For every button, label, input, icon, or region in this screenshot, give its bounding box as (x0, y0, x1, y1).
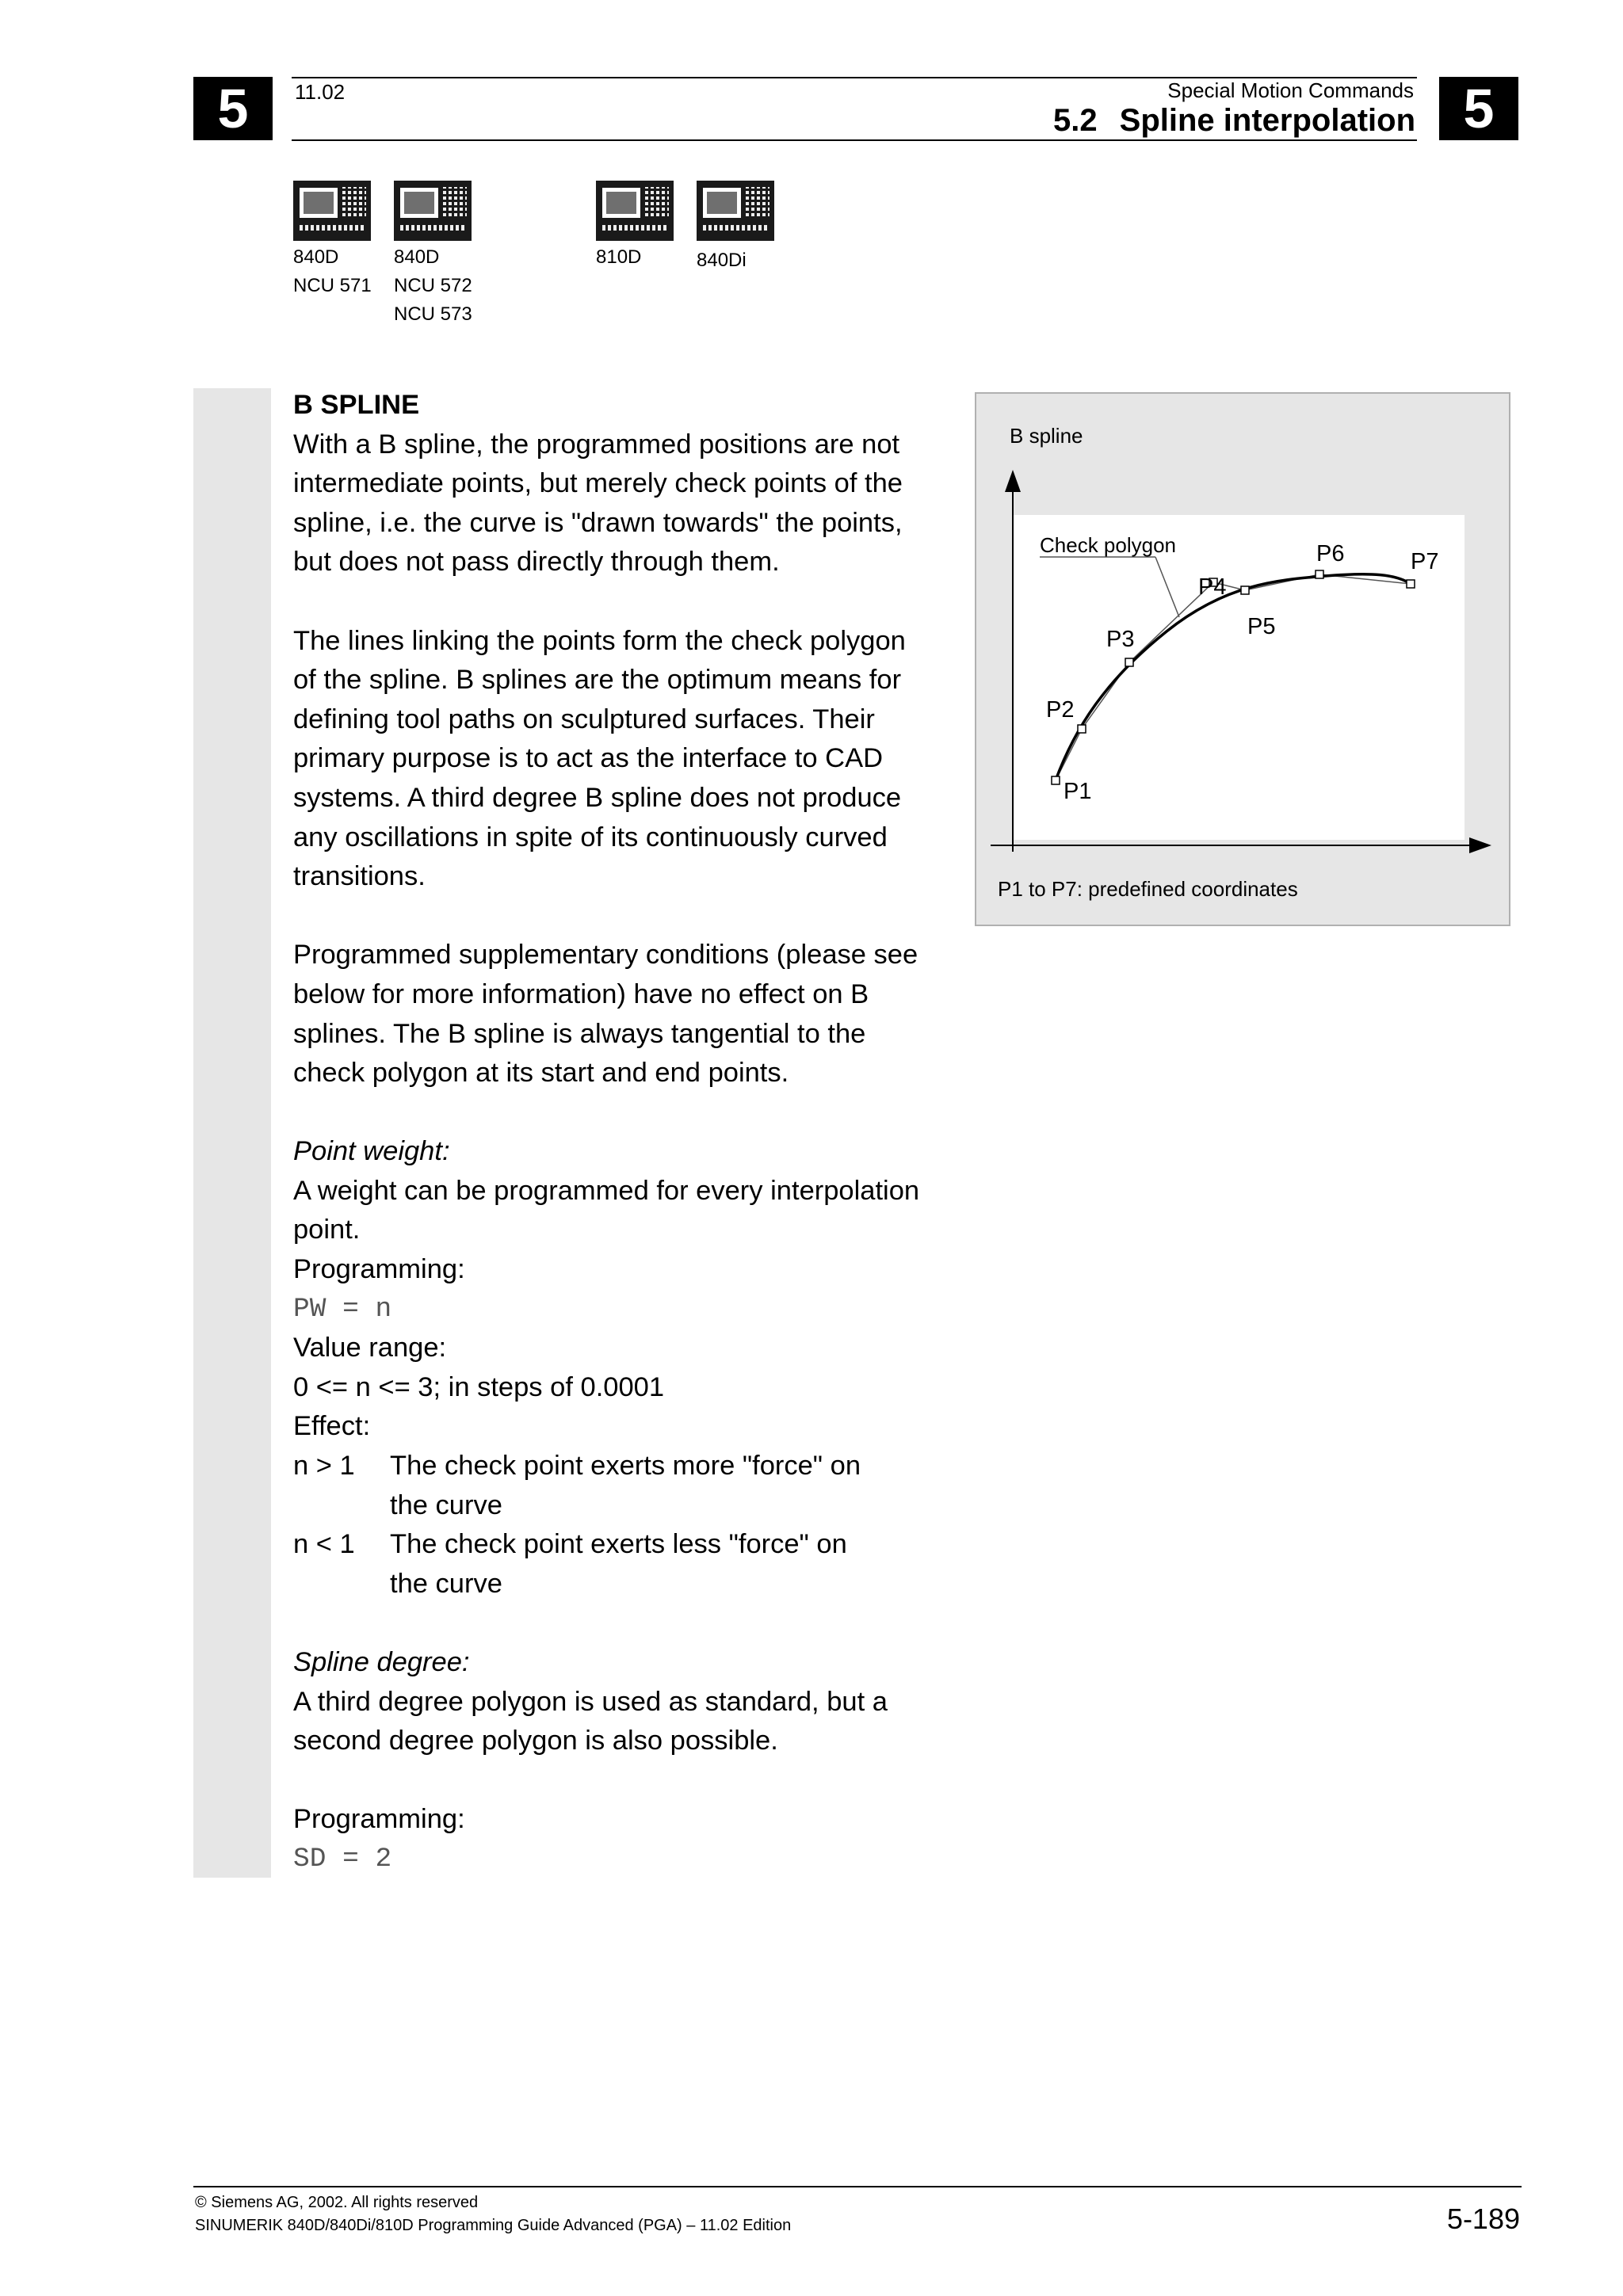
text-line: check polygon at its start and end points. (293, 1058, 789, 1089)
point-label-p4: P4 (1198, 574, 1227, 600)
text-line: Programmed supplementary conditions (please see (293, 940, 918, 971)
text-line: but does not pass directly through them. (293, 547, 780, 578)
text-line: splines. The B spline is always tangential to the (293, 1018, 866, 1049)
text-line: With a B spline, the programmed positions are not (293, 429, 900, 460)
margin-bar (193, 388, 271, 1878)
text-line: defining tool paths on sculptured surfaces. Their (293, 704, 875, 734)
controller-icon (293, 181, 371, 241)
point-weight-heading: Point weight: (293, 1136, 450, 1167)
code-pw: PW = n (293, 1293, 392, 1325)
controller-label-840d-ncu572: 840D NCU 572 NCU 573 (394, 246, 472, 325)
chapter-badge-left: 5 (193, 77, 273, 140)
header-rule-bottom (292, 139, 1417, 141)
controller-label-810d: 810D (596, 246, 642, 268)
footer-copyright: © Siemens AG, 2002. All rights reserved (195, 2194, 479, 2211)
text-line: spline, i.e. the curve is "drawn towards" the points, (293, 507, 903, 538)
control-point-p7 (1407, 580, 1415, 588)
point-label-p7: P7 (1411, 549, 1439, 574)
point-label-p1: P1 (1064, 779, 1092, 804)
control-point-p1 (1052, 776, 1060, 784)
code-sd: SD = 2 (293, 1843, 392, 1875)
controller-icon (596, 181, 674, 241)
point-label-p3: P3 (1106, 627, 1135, 652)
b-spline-diagram (976, 394, 1512, 928)
value-range: 0 <= n <= 3; in steps of 0.0001 (293, 1371, 665, 1402)
title-text: Spline interpolation (1119, 103, 1415, 138)
b-spline-curve (1056, 574, 1411, 780)
footer-rule (193, 2186, 1522, 2187)
effect-text: the curve (390, 1489, 502, 1520)
effect-text: the curve (390, 1568, 502, 1599)
check-polygon (1056, 574, 1411, 780)
point-label-p5: P5 (1247, 614, 1276, 639)
effect-row (293, 1525, 943, 1565)
spline-degree-heading: Spline degree: (293, 1647, 470, 1677)
control-point-p2 (1078, 725, 1086, 733)
text-line: primary purpose is to act as the interface to CAD (293, 743, 883, 774)
check-polygon-label: Check polygon (1040, 533, 1176, 557)
text-line: transitions. (293, 861, 426, 892)
text-line: of the spline. B splines are the optimum means for (293, 665, 902, 696)
text-line: any oscillations in spite of its continuously curved (293, 822, 888, 852)
effect-row-cont (293, 1565, 943, 1604)
programming-label: Programming: (293, 1804, 465, 1835)
effect-text: The check point exerts less "force" on (390, 1529, 847, 1560)
text-line: intermediate points, but merely check points of the (293, 468, 903, 499)
controller-label-840d-ncu571: 840D NCU 571 (293, 246, 372, 296)
effect-text: The check point exerts more "force" on (390, 1451, 861, 1482)
controller-icon (394, 181, 472, 241)
text-line: second degree polygon is also possible. (293, 1726, 778, 1756)
controller-label-840di: 840Di (697, 250, 747, 271)
effect-label: Effect: (293, 1411, 371, 1442)
chapter-badge-right: 5 (1439, 77, 1518, 140)
body-text (293, 386, 943, 1879)
text-line: A third degree polygon is used as standard, but a (293, 1686, 888, 1717)
b-spline-figure (975, 392, 1510, 926)
header-date: 11.02 (295, 80, 346, 104)
control-point-p5 (1241, 586, 1249, 594)
page-number: 5-189 (1446, 2203, 1520, 2235)
control-point-p3 (1125, 658, 1133, 666)
text-line: below for more information) have no effect on B (293, 978, 869, 1009)
header-section: Special Motion Commands (1167, 78, 1414, 102)
effect-condition: n < 1 (293, 1529, 355, 1560)
footer-book-title: SINUMERIK 840D/840Di/810D Programming Guide Advanced (PGA) – 11.02 Edition (195, 2217, 792, 2234)
value-range-label: Value range: (293, 1333, 447, 1363)
title-number: 5.2 (1053, 103, 1098, 138)
page-title (1053, 103, 1415, 139)
point-label-p2: P2 (1046, 697, 1075, 723)
text-line: systems. A third degree B spline does not produce (293, 782, 902, 813)
check-polygon-leader (1155, 557, 1179, 617)
text-line: A weight can be programmed for every interpolation (293, 1175, 920, 1206)
figure-title: B spline (1010, 424, 1083, 448)
controller-icon (697, 181, 774, 241)
programming-label: Programming: (293, 1254, 465, 1285)
section-heading: B SPLINE (293, 390, 420, 420)
effect-condition: n > 1 (293, 1451, 355, 1482)
control-point-p6 (1316, 570, 1323, 578)
text-line: point. (293, 1215, 361, 1245)
text-line: The lines linking the points form the check polygon (293, 625, 906, 656)
figure-caption: P1 to P7: predefined coordinates (998, 877, 1298, 901)
effect-row (293, 1447, 943, 1486)
point-label-p6: P6 (1316, 541, 1345, 566)
effect-row-cont (293, 1486, 943, 1526)
